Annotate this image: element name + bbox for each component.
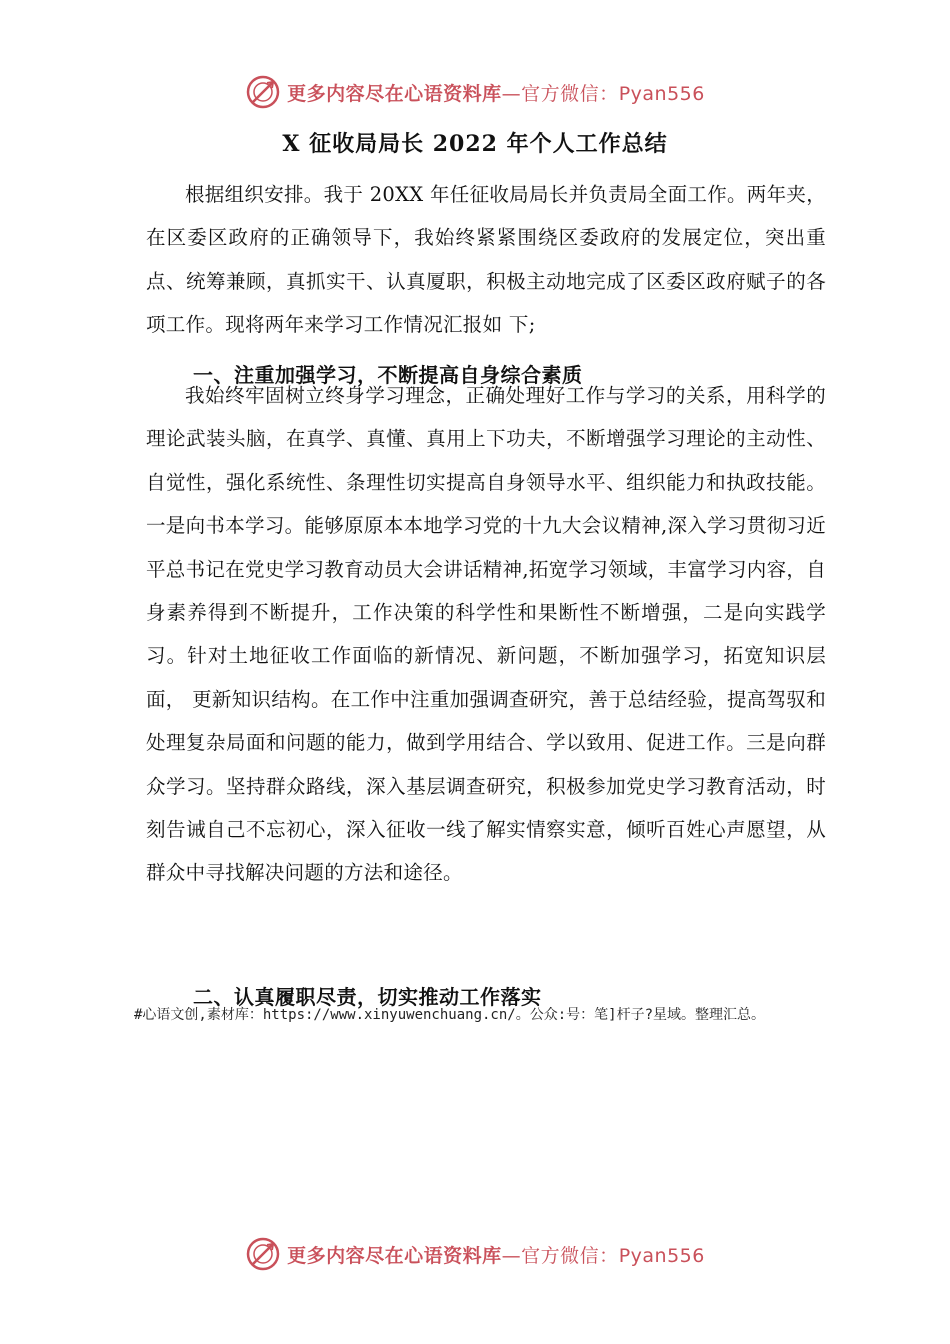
watermark-banner-bottom — [0, 1234, 950, 1274]
section-1-paragraph: 我始终牢固树立终身学习理念，正确处理好工作与学习的关系，用科学的理论武装头脑，在真学、真懂、真用上下功夫，不断增强学习理论的主动性、自觉性，强化系统性、条理性切实提高自身领导水平、组织能力和执政技能。一是向书本学习。能够原原本本地学习党的十九大会议精神,深入学习贯彻习近平总书记在党史学习教育动员大会讲话精神,拓宽学习领域，丰富学习内容，自身素养得到不断提升，工作决策的科学性和果断性不断增强，二是向实践学习。针对土地征收工作面临的新情况、新问题，不断加强学习，拓宽知识层面， 更新知识结构。在工作中注重加强调查研究，善于总结经验，提高驾驭和处理复杂局面和问题的能力，做到学用结合、学以致用、促进工作。三是向群众学习。坚持群众路线，深入基层调查研究，积极参加党史学习教育活动，时刻告诫自己不忘初心，深入征收一线了解实情察实意，倾听百姓心声愿望，从群众中寻找解决问题的方法和途径。 — [146, 384, 826, 885]
watermark-banner-top — [0, 72, 950, 112]
source-footnote: #心语文创,素材库：https://www.xinyuwenchuang.cn/。公众:号：笔]杆子?星域。整理汇总。 — [134, 1007, 766, 1023]
intro-paragraph: 根据组织安排。我于 20XX 年任征收局局长并负责局全面工作。两年夹，在区委区政府的正确领导下，我始终紧紧围绕区委政府的发展定位，突出重点、统筹兼顾，真抓实干、认真厦职，积极主动地完成了区委区政府赋子的各项工作。现将两年来学习工作情况汇报如 下; — [146, 183, 826, 337]
logo-icon — [245, 1236, 281, 1272]
section-2-heading: 二、认真履职尽责，切实推动工作落实 — [193, 985, 542, 1009]
watermark-text: 更多内容尽在心语资料库—官方微信：Pyan556 — [287, 1244, 705, 1267]
logo-icon — [245, 74, 281, 110]
document-title: X 征收局局长 2022 年个人工作总结 — [282, 131, 668, 157]
section-1-heading: 一、注重加强学习，不断提高自身综合素质 — [193, 363, 583, 387]
watermark-text: 更多内容尽在心语资料库—官方微信：Pyan556 — [287, 82, 705, 105]
